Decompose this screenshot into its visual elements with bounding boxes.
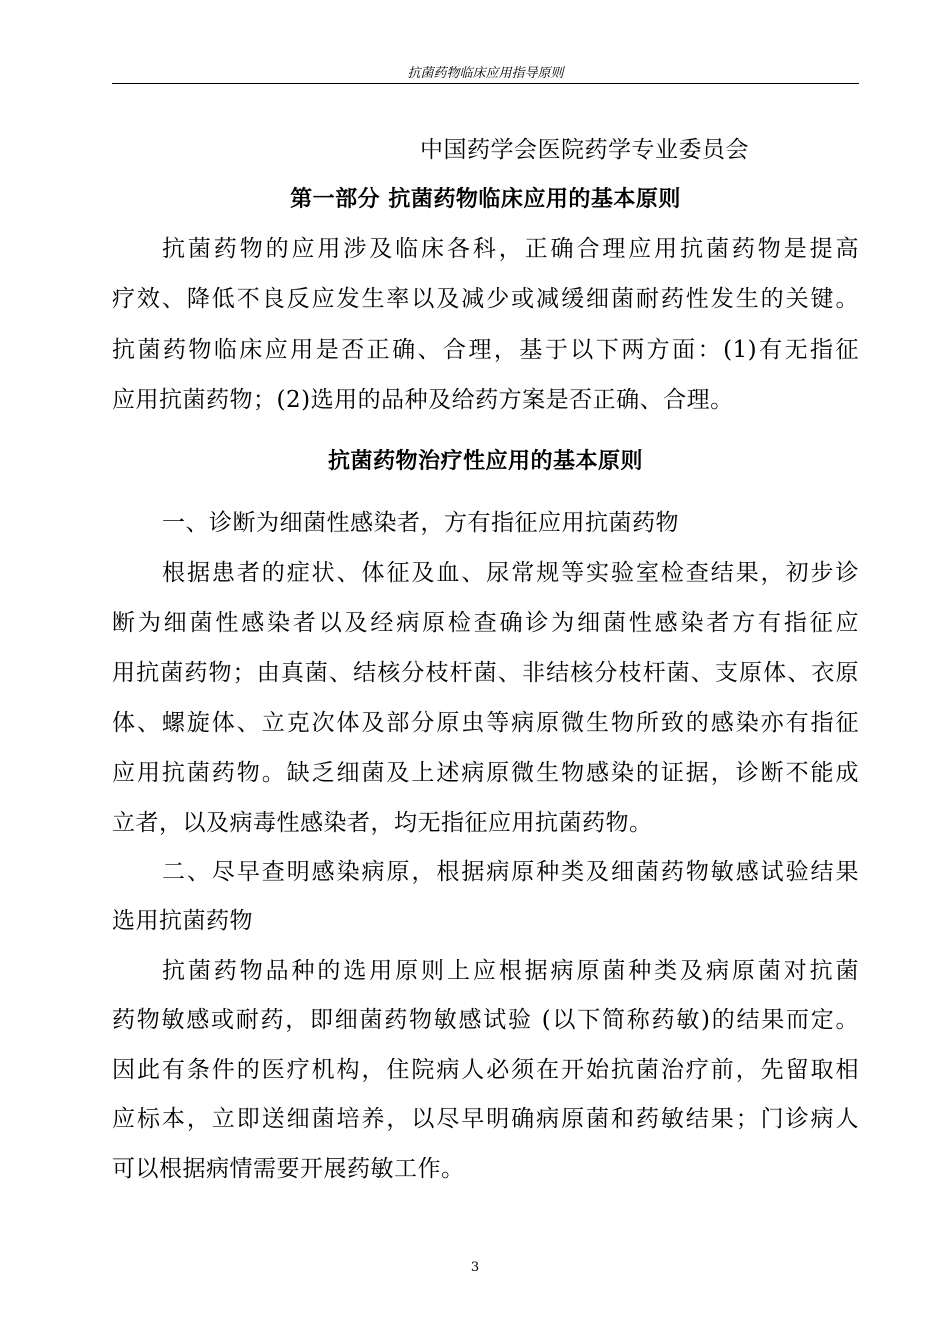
paragraph-line: 应用抗菌药物。缺乏细菌及上述病原微生物感染的证据，诊断不能成: [112, 760, 859, 786]
point-title: 二、尽早查明感染病原，根据病原种类及细菌药物敏感试验结果: [162, 859, 859, 885]
part-title: 第一部分 抗菌药物临床应用的基本原则: [290, 187, 681, 212]
page-number: 3: [470, 1260, 480, 1275]
section-title: 抗菌药物治疗性应用的基本原则: [327, 449, 643, 474]
point-title: 一、诊断为细菌性感染者，方有指征应用抗菌药物: [162, 510, 679, 536]
paragraph-line: 抗菌药物品种的选用原则上应根据病原菌种类及病原菌对抗菌: [162, 958, 859, 984]
paragraph-line: 因此有条件的医疗机构，住院病人必须在开始抗菌治疗前，先留取相: [112, 1057, 859, 1083]
point-title: 选用抗菌药物: [112, 908, 253, 934]
running-header: 抗菌药物临床应用指导原则: [407, 66, 564, 81]
paragraph-line: 立者，以及病毒性感染者，均无指征应用抗菌药物。: [112, 810, 653, 836]
header-divider: [112, 83, 859, 84]
paragraph-line: 根据患者的症状、体征及血、尿常规等实验室检查结果，初步诊: [162, 560, 859, 586]
paragraph-line: 抗菌药物临床应用是否正确、合理，基于以下两方面：(1)有无指征: [112, 337, 859, 363]
paragraph-line: 断为细菌性感染者以及经病原检查确诊为细菌性感染者方有指征应: [112, 610, 859, 636]
organization-name: 中国药学会医院药学专业委员会: [420, 137, 749, 163]
paragraph-line: 应用抗菌药物；(2)选用的品种及给药方案是否正确、合理。: [112, 387, 734, 413]
paragraph-line: 用抗菌药物；由真菌、结核分枝杆菌、非结核分枝杆菌、支原体、衣原: [112, 660, 859, 686]
paragraph-line: 应标本，立即送细菌培养，以尽早明确病原菌和药敏结果；门诊病人: [112, 1106, 859, 1132]
paragraph-line: 疗效、降低不良反应发生率以及减少或减缓细菌耐药性发生的关键。: [112, 286, 859, 312]
paragraph-line: 药物敏感或耐药，即细菌药物敏感试验 (以下简称药敏)的结果而定。: [112, 1007, 859, 1033]
paragraph-line: 可以根据病情需要开展药敏工作。: [112, 1156, 465, 1182]
paragraph-line: 体、螺旋体、立克次体及部分原虫等病原微生物所致的感染亦有指征: [112, 710, 859, 736]
paragraph-line: 抗菌药物的应用涉及临床各科，正确合理应用抗菌药物是提高: [162, 236, 859, 262]
